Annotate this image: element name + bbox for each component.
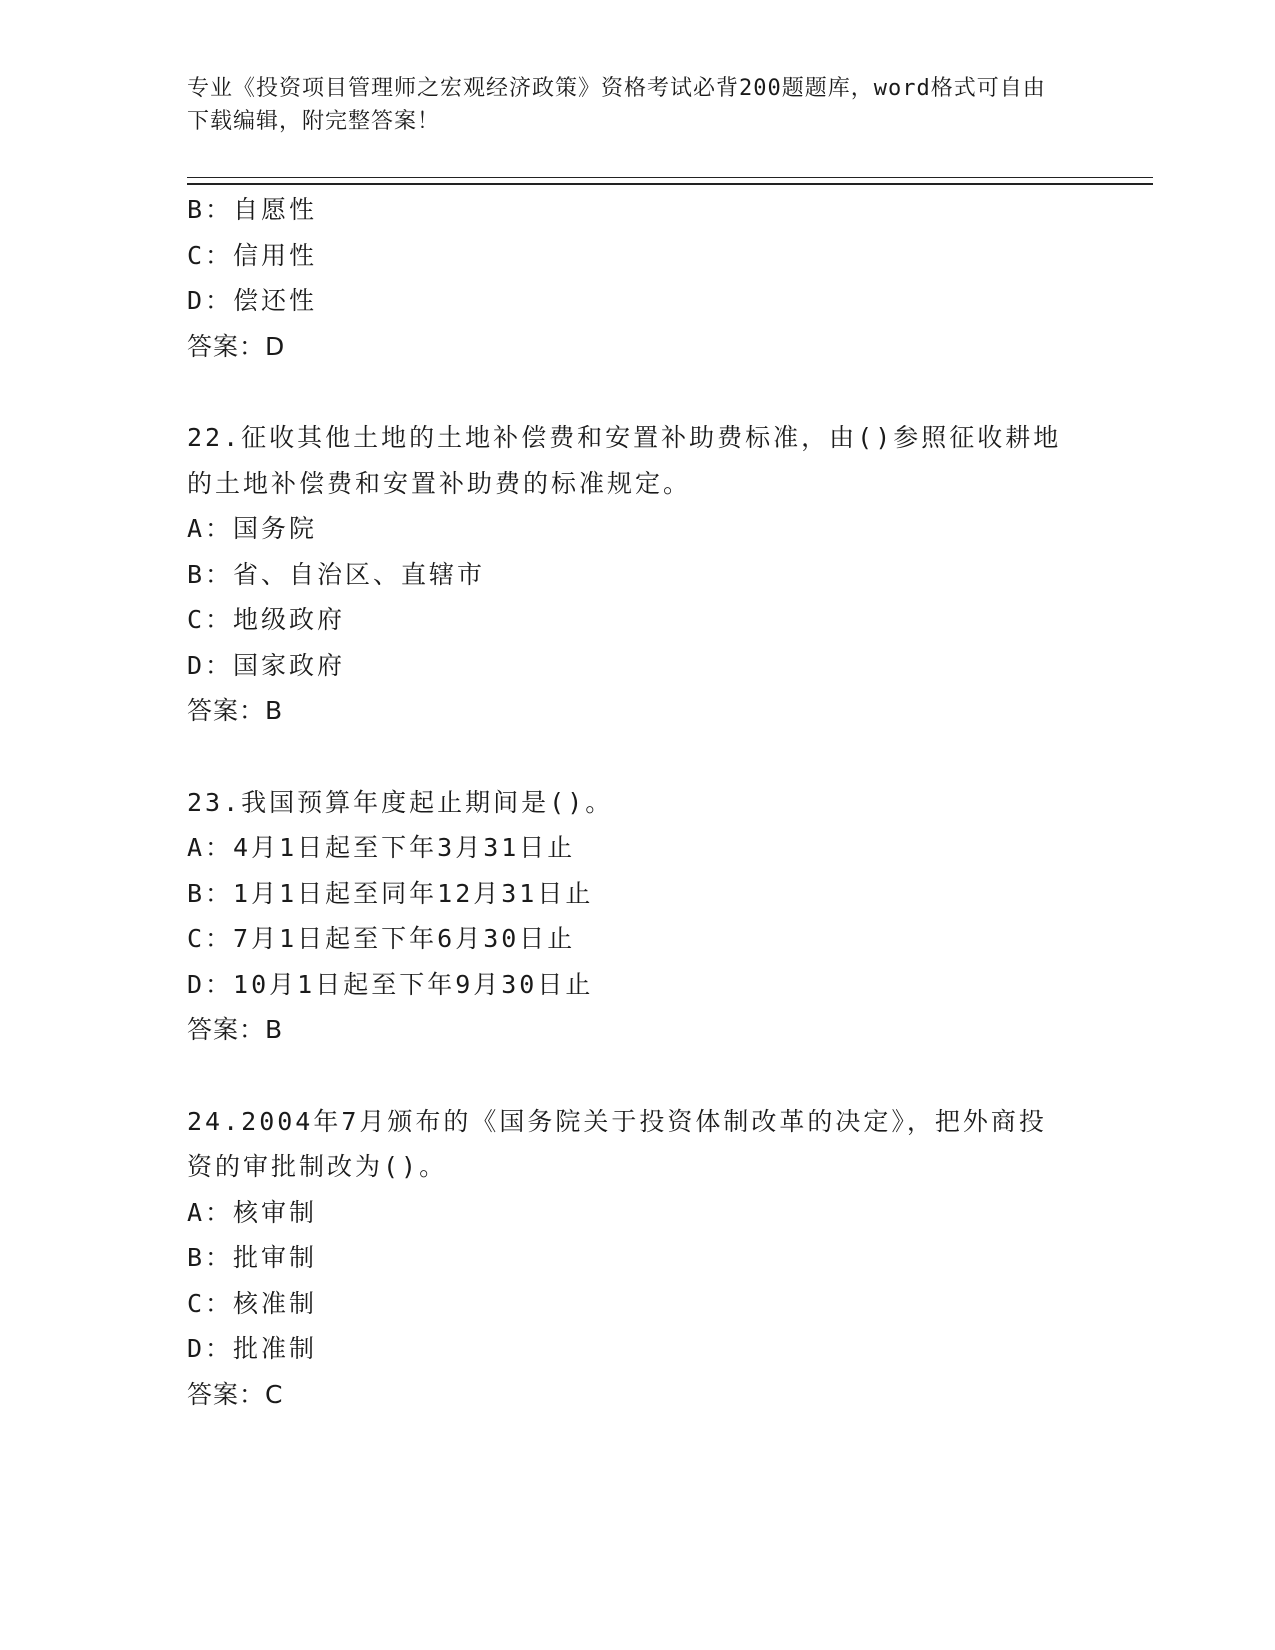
question-stem: 24.2004年7月颁布的《国务院关于投资体制改革的决定》，把外商投 (187, 1106, 1047, 1136)
option-c: C：信用性 (187, 240, 318, 270)
question-stem: 23.我国预算年度起止期间是()。 (187, 787, 614, 817)
option-b: B：1月1日起至同年12月31日止 (187, 878, 594, 908)
answer-line: 答案：B (187, 696, 284, 725)
question-23 (187, 780, 1087, 1053)
option-a: A：国务院 (187, 514, 318, 543)
document-body (187, 187, 1087, 1417)
question-stem: 22.征收其他土地的土地补偿费和安置补助费标准，由()参照征收耕地 (187, 423, 1062, 452)
answer-line: 答案：B (187, 1015, 284, 1044)
question-22 (187, 415, 1087, 734)
option-b: B：省、自治区、直辖市 (187, 559, 486, 589)
option-d: D：国家政府 (187, 650, 346, 680)
option-a: A：核审制 (187, 1197, 318, 1227)
option-d: D：偿还性 (187, 286, 318, 315)
header-divider-thin (187, 177, 1153, 178)
option-a: A：4月1日起至下年3月31日止 (187, 833, 576, 862)
answer-line: 答案：D (187, 331, 286, 361)
option-c: C：核准制 (187, 1288, 318, 1318)
option-c: C：地级政府 (187, 605, 346, 634)
option-c: C：7月1日起至下年6月30日止 (187, 924, 576, 953)
option-d: D：批准制 (187, 1334, 318, 1363)
header-divider-thick (187, 183, 1153, 185)
option-b: B：自愿性 (187, 195, 318, 224)
question-stem-cont: 资的审批制改为()。 (187, 1152, 448, 1181)
page-header: 专业《投资项目管理师之宏观经济政策》资格考试必背200题题库，word格式可自由下载编辑，附完整答案！ (187, 76, 1046, 134)
option-d: D：10月1日起至下年9月30日止 (187, 969, 594, 999)
question-24 (187, 1099, 1087, 1418)
question-stem-cont: 的土地补偿费和安置补助费的标准规定。 (187, 468, 692, 498)
option-b: B：批审制 (187, 1243, 318, 1272)
question-21-tail (187, 187, 1087, 369)
answer-line: 答案：C (187, 1379, 284, 1409)
